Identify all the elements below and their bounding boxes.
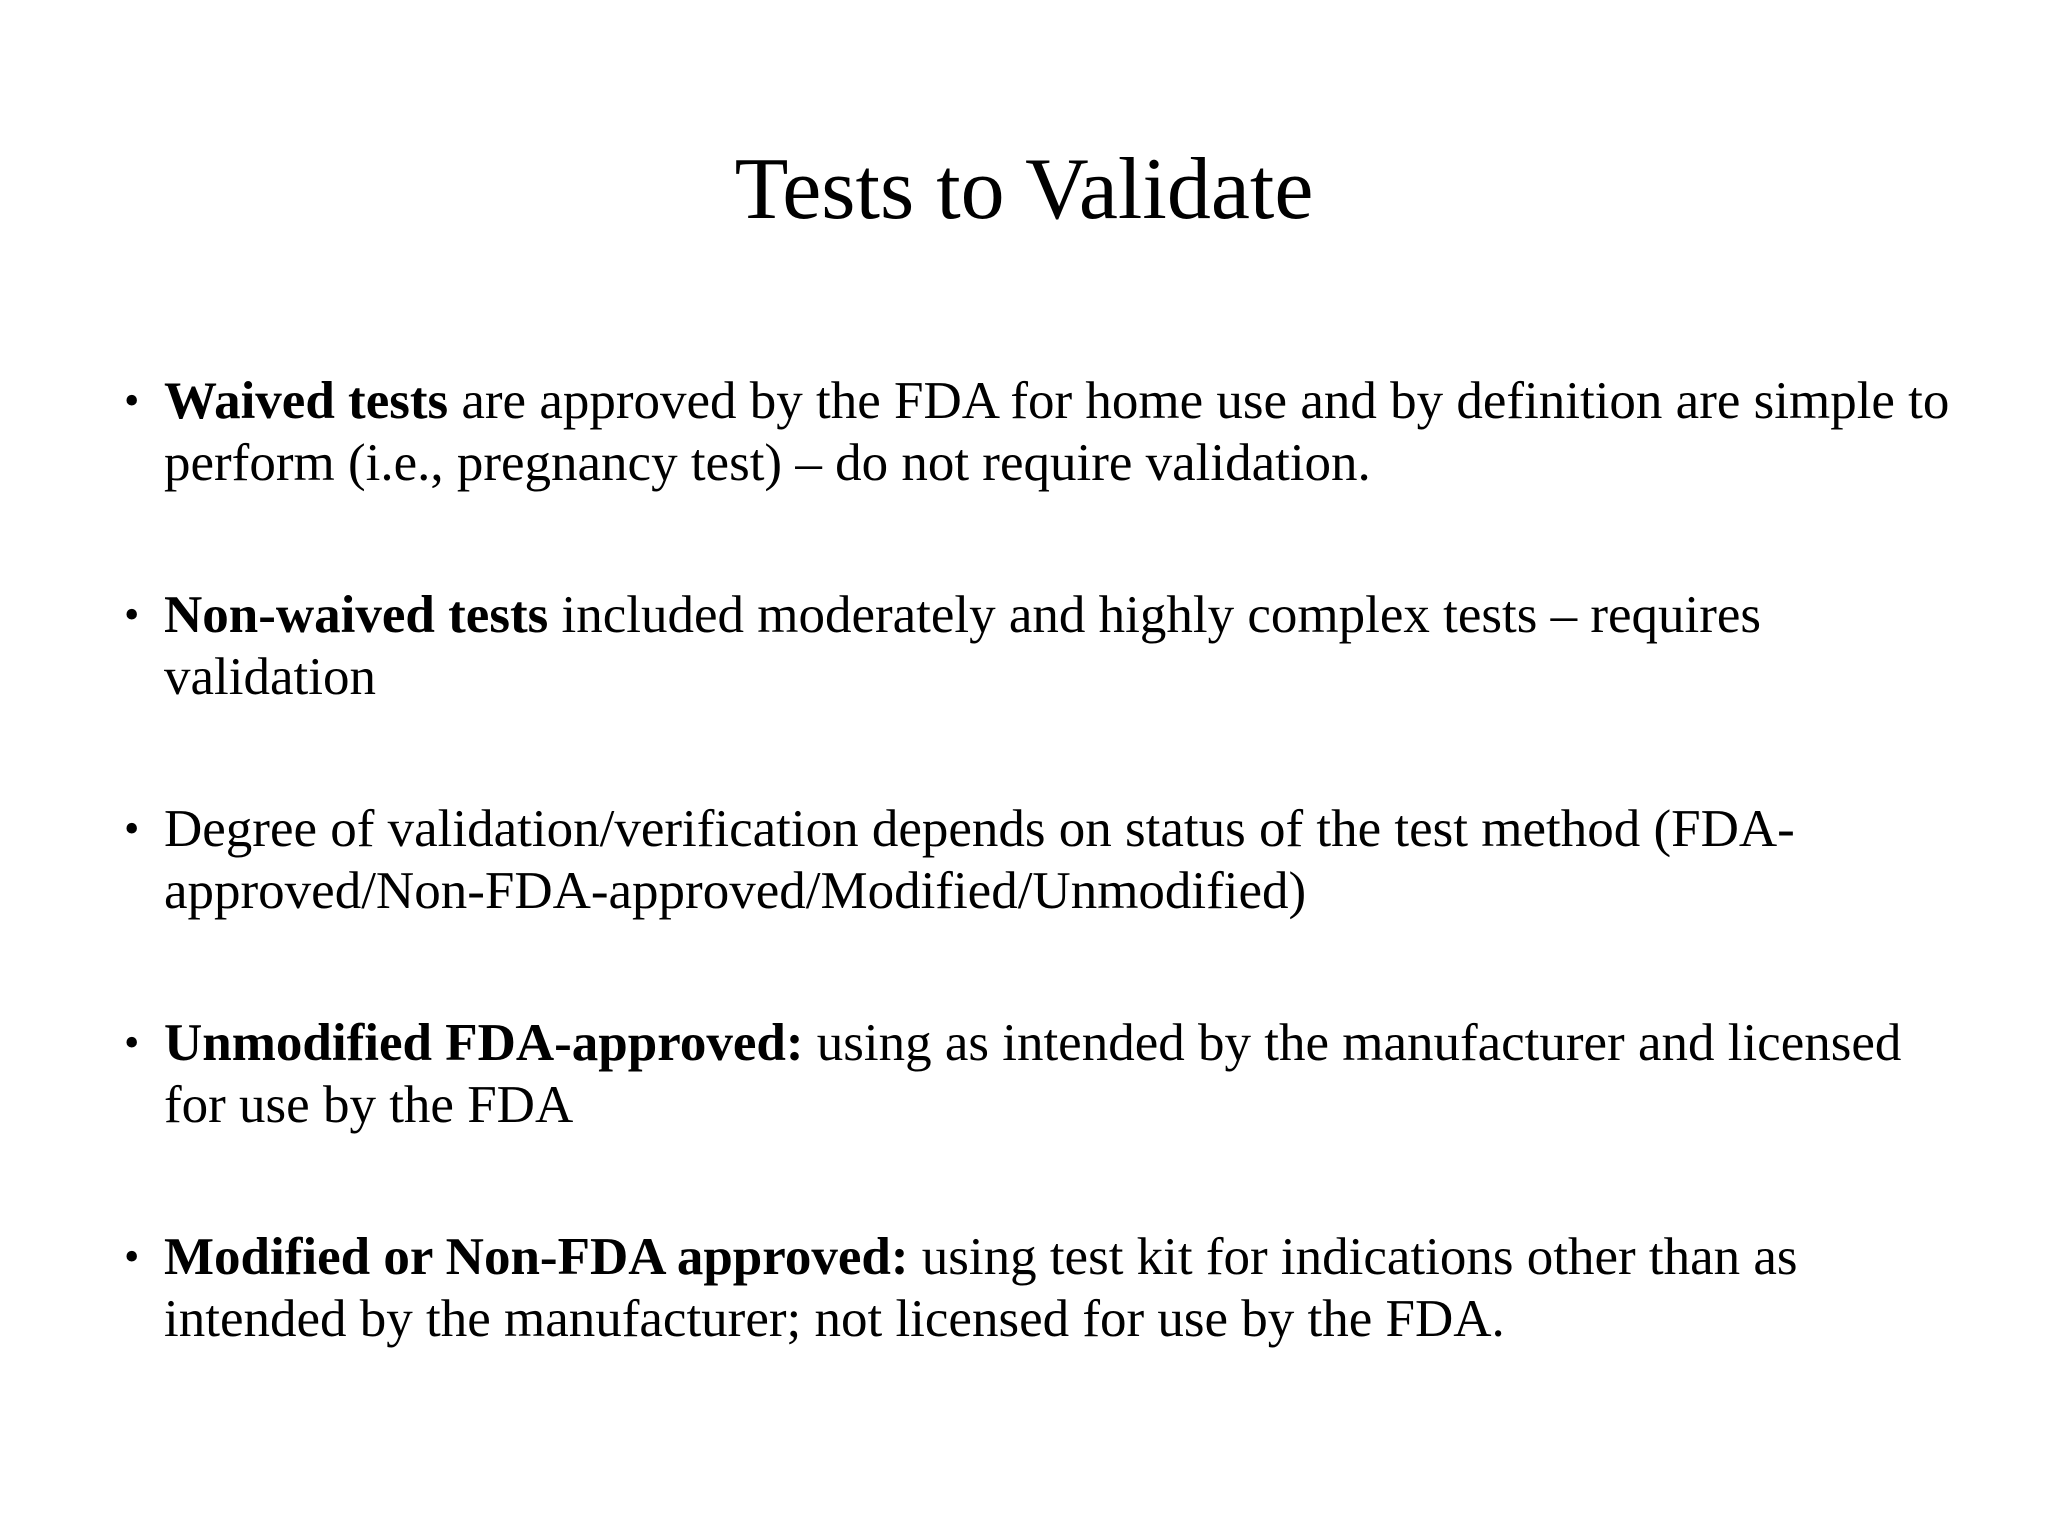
bullet-term: Modified or Non-FDA approved:	[164, 1228, 909, 1286]
bullet-item-non-waived	[124, 584, 1964, 708]
bullet-text: are approved by the FDA for home use and by definition are simple to perform (i.e., pregnancy test) – do not require validation.	[164, 372, 1950, 492]
bullet-term: Non-waived tests	[164, 586, 549, 644]
bullet-term: Waived tests	[164, 372, 449, 430]
bullet-item-unmodified	[124, 1012, 1964, 1136]
bullet-term: Unmodified FDA-approved:	[164, 1014, 804, 1072]
bullet-list	[124, 370, 1964, 1440]
bullet-text: Degree of validation/verification depends on status of the test method (FDA-approved/Non-FDA-approved/Modified/Unmodified)	[164, 800, 1795, 920]
bullet-icon: •	[124, 376, 140, 425]
bullet-text: using as intended by the manufacturer and licensed for use by the FDA	[164, 1014, 1902, 1134]
bullet-icon: •	[124, 1232, 140, 1281]
bullet-icon: •	[124, 590, 140, 639]
slide-title: Tests to Validate	[734, 141, 1314, 238]
bullet-item-modified	[124, 1226, 1964, 1350]
bullet-item-degree	[124, 798, 1964, 922]
bullet-text: using test kit for indications other than as intended by the manufacturer; not licensed for use by the FDA.	[164, 1228, 1798, 1348]
bullet-icon: •	[124, 1018, 140, 1067]
bullet-item-waived	[124, 370, 1964, 494]
bullet-icon: •	[124, 804, 140, 853]
bullet-text: included moderately and highly complex tests – requires validation	[164, 586, 1762, 706]
